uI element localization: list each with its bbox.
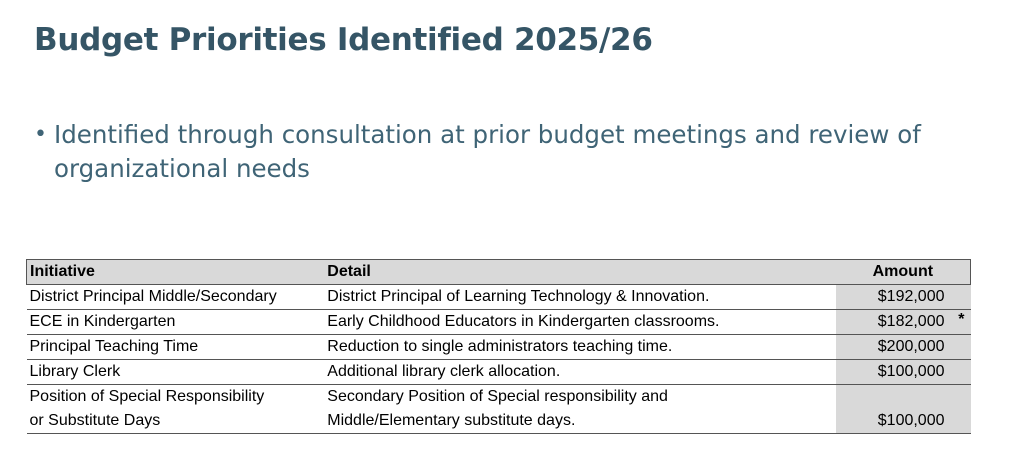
- header-amount: Amount: [872, 263, 934, 280]
- detail-line: District Principal of Learning Technology & Innovation.: [327, 288, 710, 305]
- detail-line: Middle/Elementary substitute days.: [327, 412, 576, 429]
- bullet-list: [34, 118, 954, 186]
- row-initiative: [27, 385, 325, 434]
- initiative-line: or Substitute Days: [29, 412, 161, 429]
- amount-value: $182,000: [877, 313, 945, 330]
- initiative-line: District Principal Middle/Secondary: [29, 288, 277, 305]
- header-detail: Detail: [327, 263, 371, 280]
- table-row: [27, 335, 971, 360]
- initiative-line: Position of Special Responsibility: [29, 388, 265, 405]
- table-row: [27, 310, 971, 335]
- row-detail: [324, 285, 835, 310]
- slide-title: Budget Priorities Identified 2025/26: [34, 22, 653, 58]
- header-initiative: Initiative: [30, 263, 95, 280]
- table-row: [27, 360, 971, 385]
- detail-line: Early Childhood Educators in Kindergarten classrooms.: [327, 313, 720, 330]
- initiative-line: ECE in Kindergarten: [29, 313, 176, 330]
- amount-value: $192,000: [877, 288, 945, 305]
- row-detail: [324, 385, 835, 434]
- table-header-row: [27, 260, 971, 285]
- row-initiative: [27, 310, 325, 335]
- detail-line: Secondary Position of Special responsibility and: [327, 388, 668, 405]
- detail-line: Additional library clerk allocation.: [327, 363, 561, 380]
- row-amount: [836, 385, 971, 434]
- table-row: [27, 285, 971, 310]
- row-amount: [836, 285, 971, 310]
- row-amount: [836, 360, 971, 385]
- initiative-line: Library Clerk: [29, 363, 121, 380]
- table-row: [27, 385, 971, 434]
- amount-value: $100,000: [877, 412, 945, 429]
- amount-value: $100,000: [877, 363, 945, 380]
- bullet-text: Identified through consultation at prior budget meetings and review of organizational needs: [54, 120, 921, 183]
- bullet-dot: •: [34, 122, 47, 147]
- detail-line: Reduction to single administrators teaching time.: [327, 338, 673, 355]
- row-amount: [836, 335, 971, 360]
- row-detail: [324, 335, 835, 360]
- footnote-asterisk: *: [958, 311, 965, 328]
- row-initiative: [27, 285, 325, 310]
- row-initiative: [27, 360, 325, 385]
- budget-priorities-table: [26, 259, 971, 434]
- initiative-line: Principal Teaching Time: [29, 338, 199, 355]
- bullet-item: [34, 118, 954, 186]
- row-detail: [324, 360, 835, 385]
- amount-value: $200,000: [877, 338, 945, 355]
- row-initiative: [27, 335, 325, 360]
- row-amount: [836, 310, 971, 335]
- row-detail: [324, 310, 835, 335]
